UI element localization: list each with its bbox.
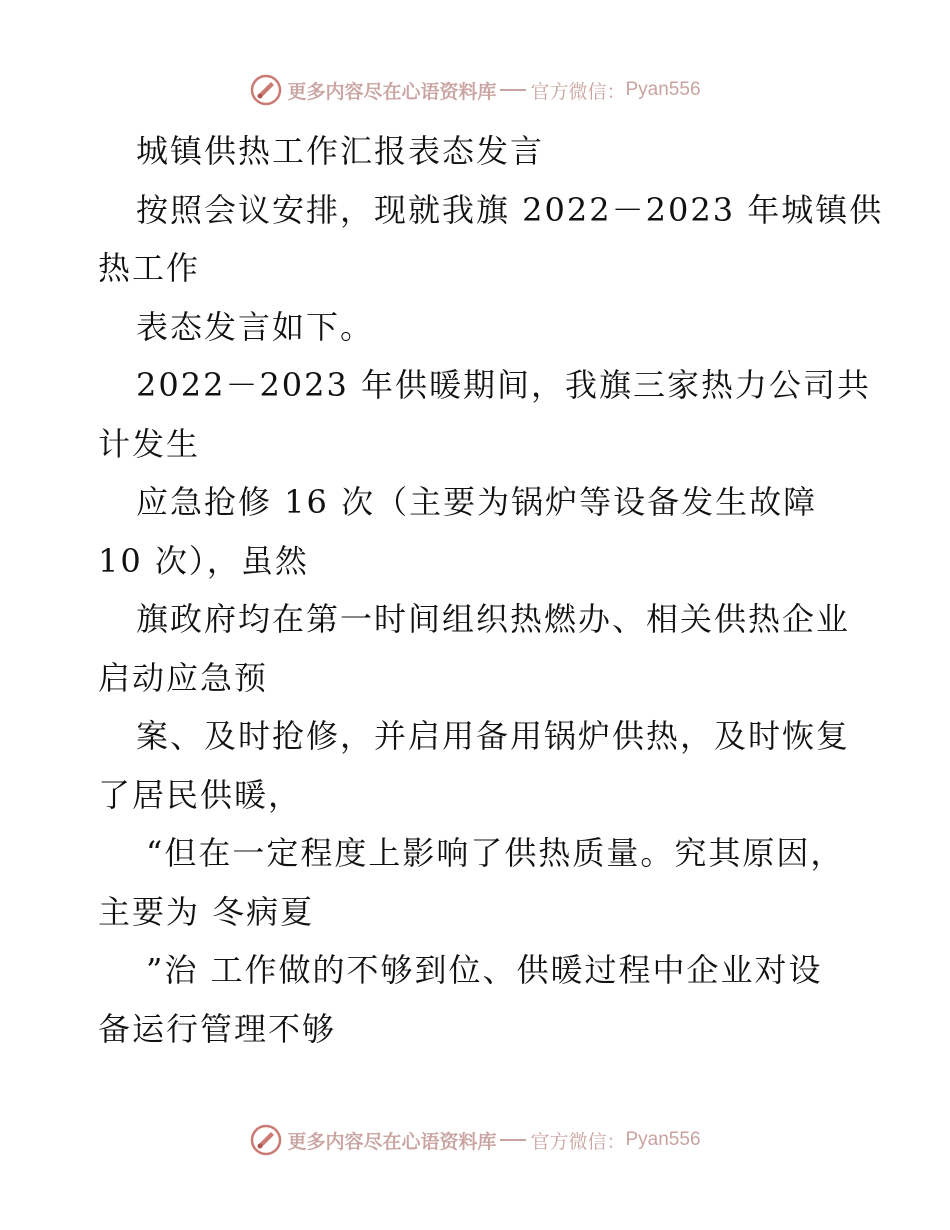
- watermark-dash: [500, 1139, 526, 1141]
- text-line: 按照会议安排，现就我旗 2022－2023 年城镇供: [136, 190, 884, 229]
- text-line: 启动应急预: [98, 658, 269, 697]
- text-line: 热工作: [98, 249, 201, 287]
- footer-watermark: [0, 1120, 950, 1160]
- text-line: 10 次），虽然: [98, 541, 309, 580]
- watermark-label: 官方微信：: [530, 1130, 626, 1153]
- text-line: 旗政府均在第一时间组织热燃办、相关供热企业: [136, 600, 851, 638]
- text-line: 案、及时抢修，并启用备用锅炉供热，及时恢复: [136, 717, 851, 755]
- text-line: 主要为 冬病夏: [98, 892, 315, 931]
- watermark-label: 官方微信：: [530, 80, 626, 103]
- document-title: 城镇供热工作汇报表态发言: [136, 132, 545, 170]
- text-line: ”治 工作做的不够到位、供暖过程中企业对设: [146, 951, 823, 989]
- header-watermark: [0, 70, 950, 110]
- text-line: 备运行管理不够: [98, 1009, 337, 1048]
- logo-icon: [249, 73, 283, 107]
- text-line: 表态发言如下。: [136, 307, 375, 346]
- text-line: 计发生: [98, 424, 201, 463]
- watermark-dash: [500, 89, 526, 91]
- watermark-text: 更多内容尽在心语资料库: [287, 1130, 497, 1153]
- watermark-id: Pyan556: [625, 79, 701, 100]
- watermark-id: Pyan556: [625, 1129, 701, 1150]
- text-line: 了居民供暖，: [98, 775, 303, 814]
- text-line: “但在一定程度上影响了供热质量。究其原因，: [146, 834, 845, 872]
- text-line: 应急抢修 16 次（主要为锅炉等设备发生故障: [136, 483, 818, 521]
- watermark-text: 更多内容尽在心语资料库: [287, 80, 497, 103]
- text-line: 2022－2023 年供暖期间，我旗三家热力公司共: [136, 366, 872, 404]
- document-body: [98, 122, 884, 1058]
- logo-icon: [249, 1123, 283, 1157]
